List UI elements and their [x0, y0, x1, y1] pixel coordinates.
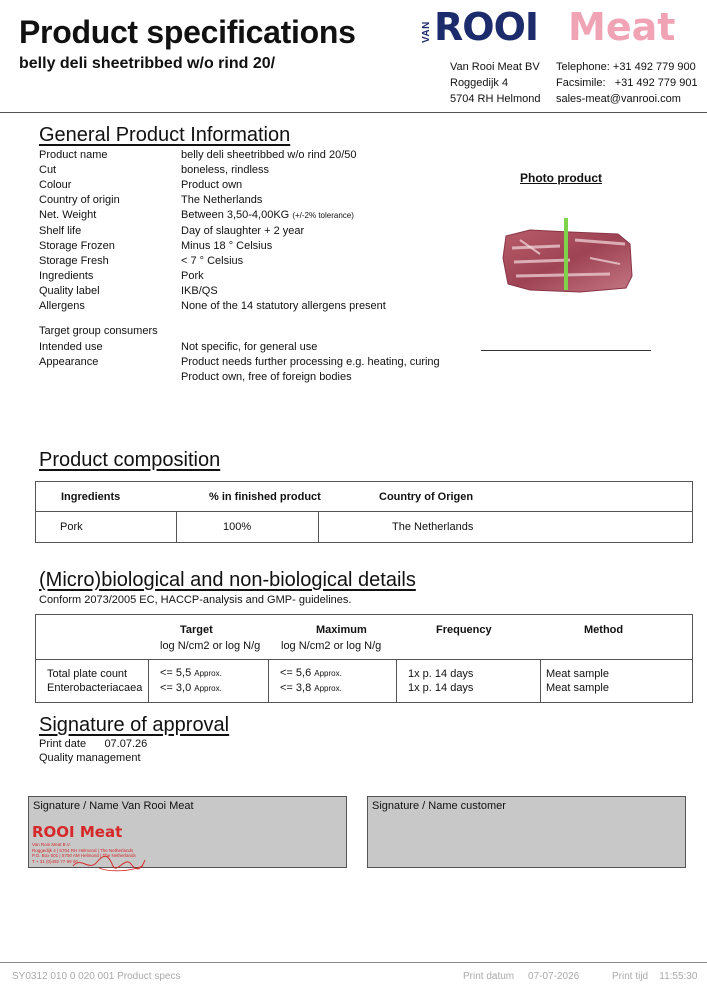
- spec-label: Storage Fresh: [39, 254, 109, 267]
- micro-table: [35, 614, 693, 703]
- spec-value: Day of slaughter + 2 year: [181, 224, 305, 237]
- product-subtitle: belly deli sheetribbed w/o rind 20/: [19, 55, 276, 72]
- footer-divider: [0, 962, 707, 963]
- photo-underline: [481, 350, 651, 351]
- table-row: [36, 512, 693, 543]
- spec-label: Country of origin: [39, 194, 120, 207]
- general-info-heading: General Product Information: [39, 124, 291, 146]
- company-street: Roggedijk 4: [450, 77, 509, 89]
- print-date-value: 07.07.26: [104, 738, 148, 750]
- spec-value: Minus 18 ° Celsius: [181, 239, 273, 252]
- spec-value: IKB/QS: [181, 284, 218, 297]
- micro-heading: (Micro)biological and non-biological details: [39, 569, 416, 591]
- spec-value: The Netherlands: [181, 194, 263, 207]
- micro-header-row: [36, 615, 693, 660]
- spec-label: Storage Frozen: [39, 239, 115, 252]
- spec-label: Quality label: [39, 284, 100, 297]
- signature-box-customer[interactable]: [367, 796, 686, 868]
- spec-value: Product own: [181, 179, 243, 192]
- spec-label: Shelf life: [39, 224, 82, 237]
- spec-value: Product needs further processing e.g. heating, curing: [181, 356, 440, 369]
- composition-header-row: [36, 482, 693, 512]
- micro-data-row: [36, 660, 693, 703]
- spec-label: Product name: [39, 149, 108, 161]
- col-ingredients: Ingredients: [61, 491, 121, 503]
- company-address: [450, 59, 541, 107]
- header-divider: [0, 112, 707, 113]
- col-method: Method: [584, 624, 624, 636]
- spec-value: None of the 14 statutory allergens present: [181, 300, 386, 312]
- company-stamp: ROOI Meat Van Rooi Meat B.V. Roggedijk 4 | 5704 RH Helmond | The Netherlands P.O. Box 501 | 5700 AM Helmond | The Netherlands T + 31 (0)492 77 99 00: [32, 823, 136, 864]
- footer-print-tijd: Print tijd 11:55:30: [612, 971, 698, 982]
- col-percent: % in finished product: [209, 491, 321, 503]
- logo-rooi: ROOI: [434, 5, 539, 49]
- spec-label: Net. Weight: [39, 209, 97, 222]
- signature-label-company: Signature / Name Van Rooi Meat: [33, 800, 194, 812]
- micro-target: <= 5,5 Approx.: [160, 667, 222, 679]
- micro-max: <= 3,8 Approx.: [280, 682, 342, 694]
- cell-percent: 100%: [177, 512, 319, 543]
- approval-heading: Signature of approval: [39, 714, 230, 736]
- page-title: Product specifications: [19, 14, 356, 50]
- spec-value: Pork: [181, 269, 204, 282]
- signature-box-company[interactable]: [28, 796, 347, 868]
- company-city: 5704 RH Helmond: [450, 93, 541, 105]
- quality-management: Quality management: [39, 752, 141, 764]
- spec-label: Allergens: [39, 300, 85, 312]
- logo-van: VAN: [421, 21, 432, 43]
- spec-label: Intended use: [39, 341, 103, 353]
- print-date-line: [39, 738, 147, 750]
- cell-country: The Netherlands: [319, 512, 693, 543]
- cell-ingredient: Pork: [36, 512, 177, 543]
- micro-max: <= 5,6 Approx.: [280, 667, 342, 679]
- footer-doc-code: SY0312 010 0 020 001 Product specs: [12, 971, 181, 982]
- micro-name: Enterobacteriacaea: [47, 682, 143, 694]
- micro-target: <= 3,0 Approx.: [160, 682, 222, 694]
- col-maximum: Maximum: [316, 624, 367, 636]
- telephone-line: Telephone: +31 492 779 900: [556, 61, 696, 73]
- signature-label-customer: Signature / Name customer: [372, 800, 506, 812]
- micro-frequency: 1x p. 14 days: [408, 668, 474, 680]
- micro-frequency: 1x p. 14 days: [408, 682, 474, 694]
- photo-label: Photo product: [520, 171, 602, 185]
- spec-value: boneless, rindless: [181, 164, 270, 177]
- spec-label: Ingredients: [39, 269, 94, 282]
- print-date-label: Print date: [39, 738, 87, 750]
- maximum-unit: log N/cm2 or log N/g: [281, 640, 382, 652]
- handwritten-signature: [69, 852, 149, 874]
- spec-value: Between 3,50-4,00KG (+/-2% tolerance): [181, 209, 354, 222]
- company-contact: [556, 59, 698, 107]
- micro-name: Total plate count: [47, 668, 128, 680]
- logo-meat: Meat: [568, 5, 676, 49]
- product-photo: [500, 218, 635, 303]
- target-unit: log N/cm2 or log N/g: [160, 640, 261, 652]
- target-group-label: Target group consumers: [39, 325, 158, 337]
- micro-method: Meat sample: [546, 668, 609, 680]
- spec-value: Product own, free of foreign bodies: [181, 371, 352, 384]
- micro-subtitle: Conform 2073/2005 EC, HACCP-analysis and GMP- guidelines.: [39, 594, 352, 606]
- fax-line: Facsimile: +31 492 779 901: [556, 77, 698, 89]
- footer-print-datum: Print datum 07-07-2026: [463, 971, 580, 982]
- micro-method: Meat sample: [546, 682, 609, 694]
- col-target: Target: [180, 624, 213, 636]
- spec-label: Cut: [39, 164, 57, 177]
- spec-value: < 7 ° Celsius: [181, 254, 244, 267]
- spec-value: Not specific, for general use: [181, 341, 318, 353]
- company-name: Van Rooi Meat BV: [450, 61, 540, 73]
- spec-label: Colour: [39, 179, 72, 192]
- email-link[interactable]: sales-meat@vanrooi.com: [556, 93, 681, 105]
- composition-heading: Product composition: [39, 449, 221, 471]
- spec-value: belly deli sheetribbed w/o rind 20/50: [181, 149, 357, 161]
- composition-table: [35, 481, 693, 543]
- col-country: Country of Origen: [379, 491, 474, 503]
- spec-label: Appearance: [39, 356, 99, 369]
- spec-note: (+/-2% tolerance): [292, 211, 354, 221]
- col-frequency: Frequency: [436, 624, 492, 636]
